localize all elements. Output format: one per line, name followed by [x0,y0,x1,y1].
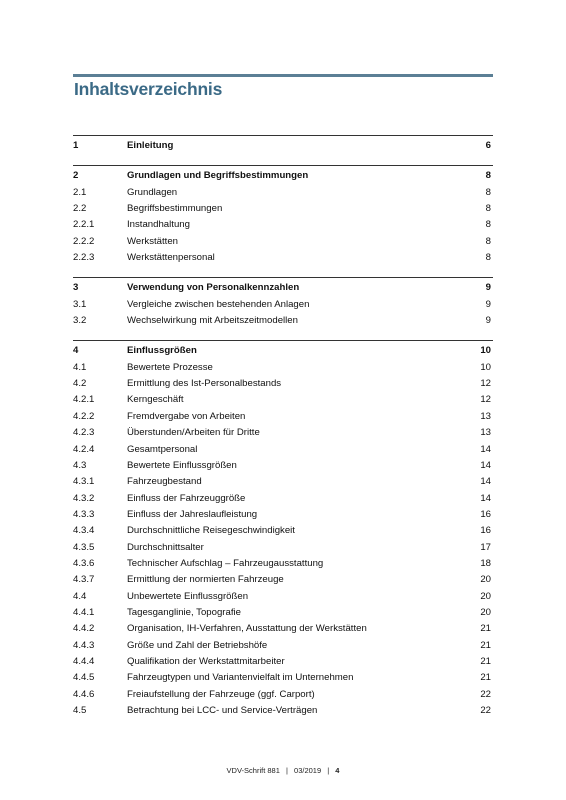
toc-entry-title: Werkstätten [127,235,179,247]
toc-entry[interactable] [73,556,493,572]
toc-entry-number: 4.4.6 [73,688,95,700]
toc-entry-title: Fahrzeugbestand [127,476,202,488]
toc-entry-number: 4.1 [73,361,87,373]
toc-entry-title: Unbewertete Einflussgrößen [127,590,249,602]
toc-entry-number: 4.2.1 [73,394,95,406]
toc-entry-title: Kerngeschäft [127,394,184,406]
toc-entry[interactable] [73,540,493,556]
toc-entry-number [73,719,127,735]
toc-entry-title: Ermittlung des Ist-Personalbestands [127,378,282,390]
toc-entry-page: 16 [480,525,491,537]
toc-entry-number: 1 [73,140,79,151]
toc-entry-number: 2.2.1 [73,219,95,231]
toc-entry[interactable] [73,719,493,735]
toc-entry[interactable] [73,217,493,233]
toc-entry-page: 8 [485,170,491,182]
toc-entry[interactable] [73,605,493,621]
footer-date: 03/2019 [294,766,322,775]
toc-entry-title: Instandhaltung [127,219,190,231]
toc-entry-title: Gesamtpersonal [127,443,198,455]
toc-entry[interactable] [73,589,493,605]
toc-entry[interactable] [73,234,493,250]
footer-page-number: 4 [335,766,340,775]
toc-entry-number: 4.3.2 [73,492,95,504]
toc-entry[interactable] [73,360,493,376]
toc-entry[interactable] [73,250,493,266]
toc-entry-title: Qualifikation der Werkstattmitarbeiter [127,655,285,667]
toc-entry-page: 21 [480,623,491,635]
toc-entry-page: 8 [485,203,491,215]
toc-entry[interactable] [73,670,493,686]
toc-entry-page: 9 [485,315,491,327]
toc-entry[interactable] [73,425,493,441]
toc-section [73,165,493,266]
toc-entry-title: Überstunden/Arbeiten für Dritte [127,427,260,439]
toc-entry-number: 4.3.1 [73,476,95,488]
footer-separator: | [285,766,288,775]
toc-entry-number: 2.2.2 [73,235,95,247]
toc-entry-number: 4.4 [73,590,87,602]
toc-entry-title: Durchschnittliche Reisegeschwindigkeit [127,525,295,537]
toc-entry-title: Größe und Zahl der Betriebshöfe [127,639,268,651]
toc-entry-page: 14 [480,492,491,504]
toc-entry-page: 17 [480,541,491,553]
toc-entry-title: Freiaufstellung der Fahrzeuge (ggf. Carport) [127,688,315,700]
toc-entry[interactable] [73,442,493,458]
toc-entry-page: 22 [480,705,491,716]
toc-entry-number: 3 [73,282,79,294]
toc-entry-title: Ermittlung der normierten Fahrzeuge [127,574,284,586]
toc-entry-number: 4.5 [73,705,87,716]
toc-entry-page: 8 [485,235,491,247]
toc-entry-page: 22 [480,688,491,700]
toc-entry-title: Betrachtung bei LCC- und Service-Verträgen [127,705,318,716]
toc-entry-title: Einleitung [127,140,174,151]
toc-entry-title: Organisation, IH-Verfahren, Ausstattung der Werkstätten [127,623,367,635]
toc-section [73,135,493,154]
toc-entry-page: 14 [480,459,491,471]
toc-entry-title: Durchschnittsalter [127,541,204,553]
toc-entry-number: 4.3.3 [73,508,95,520]
toc-entry-page [461,719,493,735]
toc-entry-page: 20 [480,590,491,602]
toc-entry-title: Tagesganglinie, Topografie [127,606,241,618]
toc-entry[interactable] [73,687,493,703]
toc-entry-title: Fremdvergabe von Arbeiten [127,410,246,422]
footer-separator: | [327,766,330,775]
toc-entry[interactable] [73,297,493,313]
toc-entry[interactable] [73,491,493,507]
toc-entry-page: 6 [485,140,491,151]
toc-entry-page: 14 [480,443,491,455]
toc-entry[interactable] [73,343,493,359]
toc-entry-page: 12 [480,378,491,390]
page-title: Inhaltsverzeichnis [74,79,223,99]
toc-entry-page: 18 [480,557,491,569]
toc-entry-page: 16 [480,508,491,520]
toc-entry-title: Vergleiche zwischen bestehenden Anlagen [127,298,310,310]
toc-entry-title: Technischer Aufschlag – Fahrzeugausstattung [127,557,324,569]
toc-entry-page: 20 [480,574,491,586]
toc-entry-number: 4.4.2 [73,623,95,635]
toc-entry[interactable] [73,185,493,201]
toc-entry-number: 4.4.5 [73,672,95,684]
toc-entry-number: 2.2 [73,203,87,215]
toc-entry-page: 20 [480,606,491,618]
toc-entry-number: 4.4.4 [73,655,95,667]
toc-entry-number: 4 [73,345,79,357]
toc-entry-page: 8 [485,219,491,231]
toc-entry-page: 14 [480,476,491,488]
toc-entry-number: 2.2.3 [73,252,95,264]
toc-entry-number: 4.2 [73,378,87,390]
toc-entry[interactable] [73,313,493,329]
toc-entry[interactable] [73,138,493,154]
toc-entry[interactable] [73,654,493,670]
toc-entry-title [127,719,461,735]
toc-entry-page: 10 [480,345,491,357]
toc-entry-number: 3.1 [73,298,87,310]
toc-entry-page: 8 [485,252,491,264]
toc-entry-number: 4.2.4 [73,443,95,455]
title-rule [73,74,493,77]
toc-entry[interactable] [73,703,493,719]
toc-entry-page: 12 [480,394,491,406]
toc-entry-title: Einflussgrößen [127,345,197,357]
toc-entry-page: 21 [480,639,491,651]
toc-entry[interactable] [73,621,493,637]
toc-entry-number: 4.3.4 [73,525,95,537]
toc-entry-page: 10 [480,361,491,373]
toc-entry-title: Begriffsbestimmungen [127,203,223,215]
toc-entry-number: 4.3 [73,459,87,471]
toc-entry-number: 2.1 [73,186,87,198]
toc-entry[interactable] [73,458,493,474]
toc-entry-title: Einfluss der Fahrzeuggröße [127,492,246,504]
toc-entry-title: Werkstättenpersonal [127,252,215,264]
toc-entry[interactable] [73,572,493,588]
toc-entry[interactable] [73,638,493,654]
toc-entry[interactable] [73,523,493,539]
toc-entry[interactable] [73,201,493,217]
toc-entry-number: 4.2.2 [73,410,95,422]
toc-entry-number: 4.3.6 [73,557,95,569]
toc-entry-title: Wechselwirkung mit Arbeitszeitmodellen [127,315,298,327]
toc-entry[interactable] [73,507,493,523]
toc-entry-title: Grundlagen [127,186,178,198]
toc-entry-page: 13 [480,427,491,439]
toc-section [73,277,493,329]
page-footer [0,766,566,775]
toc-entry-number: 4.2.3 [73,427,95,439]
toc-entry-page: 13 [480,410,491,422]
toc-entry-title: Verwendung von Personalkennzahlen [127,282,300,294]
toc-entry-number: 4.4.3 [73,639,95,651]
table-of-contents [73,135,493,747]
toc-entry-number: 3.2 [73,315,87,327]
toc-entry-number: 4.3.5 [73,541,95,553]
toc-entry-number: 4.3.7 [73,574,95,586]
toc-entry-page: 9 [485,298,491,310]
toc-entry[interactable] [73,280,493,296]
toc-entry-title: Grundlagen und Begriffsbestimmungen [127,170,309,182]
toc-entry[interactable] [73,376,493,392]
toc-entry-page: 21 [480,672,491,684]
toc-entry[interactable] [73,168,493,184]
toc-entry-page: 9 [485,282,491,294]
toc-entry-number: 4.4.1 [73,606,95,618]
toc-entry[interactable] [73,392,493,408]
footer-document: VDV-Schrift 881 [226,766,280,775]
toc-entry-page: 8 [485,186,491,198]
toc-entry-title: Fahrzeugtypen und Variantenvielfalt im Unternehmen [127,672,354,684]
toc-entry-title: Einfluss der Jahreslaufleistung [127,508,258,520]
toc-entry-page: 21 [480,655,491,667]
toc-section [73,340,493,735]
toc-entry[interactable] [73,409,493,425]
toc-entry-title: Bewertete Einflussgrößen [127,459,237,471]
toc-entry[interactable] [73,474,493,490]
toc-entry-number: 2 [73,170,79,182]
toc-entry-title: Bewertete Prozesse [127,361,213,373]
